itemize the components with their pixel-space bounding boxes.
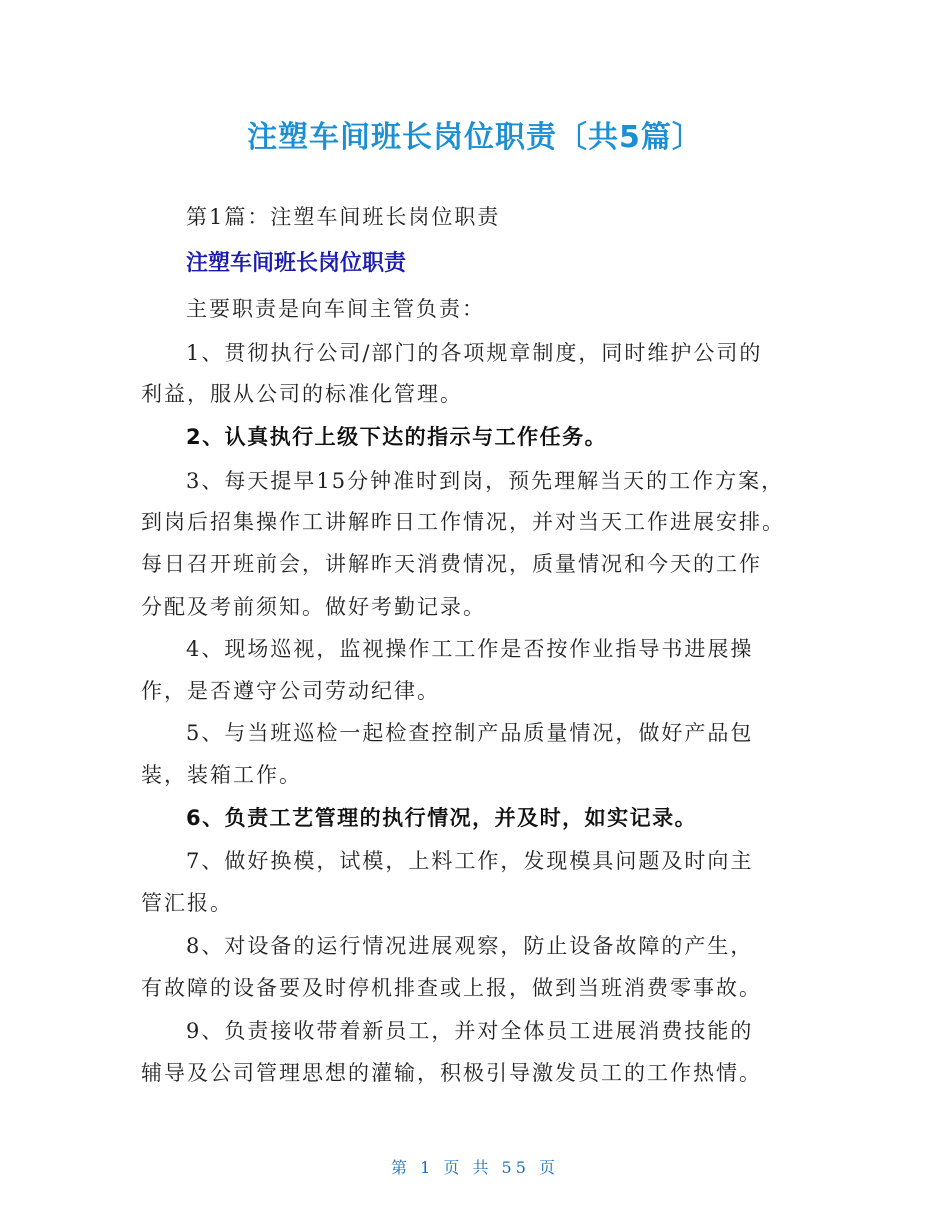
paragraph-line: 3、每天提早15分钟准时到岗，预先理解当天的工作方案， — [186, 469, 785, 493]
section-title: 注塑车间班长岗位职责 — [186, 251, 407, 276]
paragraph-line: 有故障的设备要及时停机排查或上报，做到当班消费零事故。 — [141, 976, 762, 1000]
part-heading: 第1篇：注塑车间班长岗位职责 — [186, 205, 501, 229]
paragraph-line: 管汇报。 — [141, 891, 233, 915]
paragraph-line: 分配及考前须知。做好考勤记录。 — [141, 595, 486, 619]
paragraph-line: 1、贯彻执行公司/部门的各项规章制度，同时维护公司的 — [186, 341, 763, 365]
paragraph-line: 7、做好换模，试模，上料工作，发现模具问题及时向主 — [186, 849, 754, 873]
intro-line: 主要职责是向车间主管负责： — [186, 297, 485, 321]
paragraph-line: 8、对设备的运行情况进展观察，防止设备故障的产生， — [186, 934, 754, 958]
paragraph-line: 装，装箱工作。 — [141, 763, 302, 787]
paragraph-line: 辅导及公司管理思想的灌输，积极引导激发员工的工作热情。 — [141, 1061, 762, 1085]
paragraph-line: 5、与当班巡检一起检查控制产品质量情况，做好产品包 — [186, 721, 754, 745]
paragraph-line: 作，是否遵守公司劳动纪律。 — [141, 679, 440, 703]
document-title: 注塑车间班长岗位职责〔共5篇〕 — [247, 120, 703, 155]
paragraph-line: 4、现场巡视，监视操作工工作是否按作业指导书进展操 — [186, 637, 754, 661]
paragraph-line: 9、负责接收带着新员工，并对全体员工进展消费技能的 — [186, 1019, 754, 1043]
paragraph-line: 到岗后招集操作工讲解昨日工作情况，并对当天工作进展安排。 — [141, 510, 785, 534]
page-footer: 第 1 页 共 55 页 — [391, 1158, 559, 1177]
paragraph-line: 每日召开班前会，讲解昨天消费情况，质量情况和今天的工作 — [141, 552, 762, 576]
paragraph-line-bold: 6、负责工艺管理的执行情况，并及时，如实记录。 — [186, 806, 698, 830]
paragraph-line: 利益，服从公司的标准化管理。 — [141, 382, 463, 406]
paragraph-line-bold: 2、认真执行上级下达的指示与工作任务。 — [186, 425, 608, 449]
